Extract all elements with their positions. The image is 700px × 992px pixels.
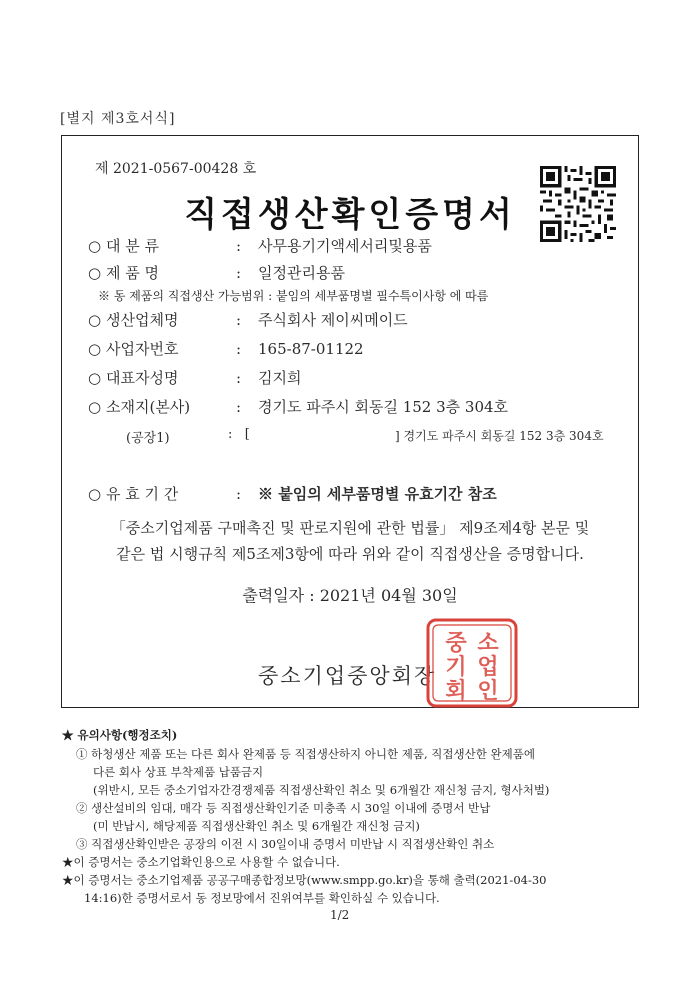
note-item-1: ① 하청생산 제품 또는 다른 회사 완제품 등 직접생산하지 아니한 제품, 직접생산한 완제품에 <box>76 747 535 761</box>
svg-text:인: 인 <box>477 678 499 704</box>
bullet-icon: ○ <box>88 340 102 358</box>
product-label: 제 품 명 <box>106 264 160 282</box>
address-label: 소재지(본사) <box>106 398 191 416</box>
company-label: 생산업체명 <box>106 311 179 329</box>
production-scope-note: ※ 동 제품의 직접생산 가능범위 : 붙임의 세부품명별 필수특이사항 에 따름 <box>98 289 489 303</box>
bracket-open: [ <box>244 427 250 442</box>
validity-label: 유 효 기 간 <box>106 485 179 503</box>
category-value: 사무용기기액세서리및용품 <box>258 237 432 255</box>
note-item-1-cont: 다른 회사 상표 부착제품 납품금지 <box>93 765 264 779</box>
validity-value: ※ 붙임의 세부품명별 유효기간 참조 <box>258 485 497 503</box>
factory-colon-bracket <box>228 427 250 442</box>
factory-address <box>395 427 604 444</box>
certificate-number: 제 2021-0567-00428 호 <box>95 161 257 177</box>
colon: : <box>236 398 242 416</box>
note-verification-line-2: 14:16)한 증명서로서 동 정보망에서 진위여부를 확인하실 수 있습니다. <box>84 891 440 905</box>
factory-address-value: 경기도 파주시 회동길 152 3층 304호 <box>403 429 604 443</box>
company-value: 주식회사 제이씨메이드 <box>258 311 408 329</box>
svg-text:업: 업 <box>477 654 499 680</box>
category-label: 대 분 류 <box>106 237 160 255</box>
issued-date: 출력일자 : 2021년 04월 30일 <box>242 586 458 605</box>
colon: : <box>228 427 233 442</box>
address-row <box>88 396 508 417</box>
business-number-value: 165-87-01122 <box>258 340 364 358</box>
certification-statement-line-2: 같은 법 시행규칙 제5조제3항에 따라 위와 같이 직접생산을 증명합니다. <box>116 545 584 563</box>
colon: : <box>236 340 242 358</box>
document-title: 직접생산확인증명서 <box>184 195 516 235</box>
official-seal-icon <box>426 618 518 708</box>
bullet-icon: ○ <box>88 369 102 387</box>
colon: : <box>236 485 242 503</box>
note-item-2-penalty: (미 반납시, 해당제품 직접생산확인 취소 및 6개월간 재신청 금지) <box>93 819 420 833</box>
svg-text:소: 소 <box>477 630 499 656</box>
business-number-label: 사업자번호 <box>106 340 179 358</box>
category-row <box>88 235 432 256</box>
note-verification-line-1: ★이 증명서는 중소기업제품 공공구매종합정보망(www.smpp.go.kr)을 통해 출력(2021-04-30 <box>62 873 547 887</box>
colon: : <box>236 264 242 282</box>
page-number: 1/2 <box>330 908 350 922</box>
note-usage-restriction: ★이 증명서는 중소기업확인용으로 사용할 수 없습니다. <box>62 855 340 869</box>
address-value: 경기도 파주시 회동길 152 3층 304호 <box>258 398 509 416</box>
issuer-name: 중소기업중앙회장 <box>258 664 437 688</box>
note-item-3: ③ 직접생산확인받은 공장의 이전 시 30일이내 증명서 미반납 시 직접생산확인 취소 <box>76 837 495 851</box>
bullet-icon: ○ <box>88 237 102 255</box>
factory-label: (공장1) <box>126 431 170 446</box>
note-item-2: ② 생산설비의 임대, 매각 등 직접생산확인기준 미충족 시 30일 이내에 증명서 반납 <box>76 801 491 815</box>
business-number-row <box>88 338 364 359</box>
product-value: 일정관리용품 <box>258 264 345 282</box>
ceo-row <box>88 367 301 388</box>
bullet-icon: ○ <box>88 311 102 329</box>
svg-text:회: 회 <box>445 678 467 704</box>
colon: : <box>236 311 242 329</box>
bracket-close: ] <box>395 429 400 443</box>
svg-text:기: 기 <box>445 654 467 680</box>
ceo-value: 김지희 <box>258 369 302 387</box>
svg-text:중: 중 <box>445 630 467 656</box>
bullet-icon: ○ <box>88 398 102 416</box>
bullet-icon: ○ <box>88 485 102 503</box>
form-label: [별지 제3호서식] <box>60 111 176 127</box>
certification-statement-line-1: 「중소기업제품 구매촉진 및 판로지원에 관한 법률」 제9조제4항 본문 및 <box>110 519 590 537</box>
note-item-1-penalty: (위반시, 모든 중소기업자간경쟁제품 직접생산확인 취소 및 6개월간 재신청 금지, 형사처벌) <box>93 783 550 797</box>
bullet-icon: ○ <box>88 264 102 282</box>
colon: : <box>236 369 242 387</box>
validity-row <box>88 483 497 504</box>
colon: : <box>236 237 242 255</box>
product-row <box>88 262 345 283</box>
company-row <box>88 309 408 330</box>
notes-heading: ★ 유의사항(행정조치) <box>62 728 178 742</box>
ceo-label: 대표자성명 <box>106 369 179 387</box>
